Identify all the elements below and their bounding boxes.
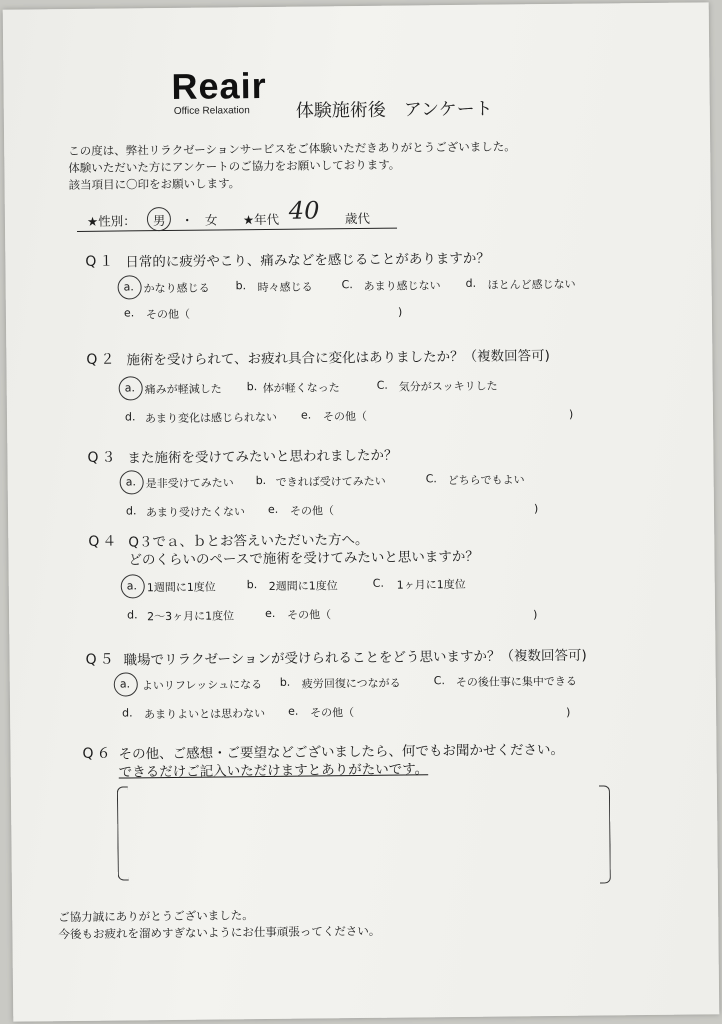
q2-number: Q２: [86, 351, 118, 368]
q3-option-b[interactable]: できれば受けてみたい: [275, 474, 386, 489]
male-circle-mark: [147, 207, 171, 231]
q4-option-a-letter: a.: [126, 579, 138, 593]
q3-option-e-letter: e.: [267, 502, 279, 516]
gender-female[interactable]: 女: [204, 212, 218, 228]
q4-option-d[interactable]: 2〜3ヶ月に1度位: [147, 609, 235, 624]
q6-comment-bracket-left: [117, 786, 129, 880]
q3-option-d-letter: d.: [125, 504, 137, 518]
q3-option-a[interactable]: 是非受けてみたい: [145, 476, 234, 491]
q6-text-line-1: その他、ご感想・ご要望などございましたら、何でもお聞かせください。: [118, 741, 565, 763]
gender-label: ★性別：: [86, 213, 136, 229]
q1-option-c-letter: C.: [341, 278, 353, 292]
q4-number: Q４: [88, 533, 120, 550]
q3-option-c-letter: C.: [425, 472, 437, 486]
q5-option-e-letter: e.: [288, 704, 299, 718]
q4-option-b[interactable]: 2週間に1度位: [268, 579, 338, 593]
q5-option-d-letter: d.: [122, 706, 133, 720]
gender-male[interactable]: 男: [152, 213, 166, 229]
q1-option-d[interactable]: ほとんど感じない: [487, 277, 576, 292]
q4-option-c[interactable]: 1ヶ月に1度位: [396, 577, 466, 592]
q5-option-b[interactable]: 疲労回復につながる: [301, 676, 401, 691]
footer-thanks: ご協力誠にありがとうございました。: [58, 908, 254, 925]
q2-option-a[interactable]: 痛みが軽減した: [144, 382, 222, 397]
age-label: ★年代: [242, 211, 280, 228]
survey-sheet: [3, 2, 720, 1021]
q1-option-b[interactable]: 時々感じる: [257, 280, 313, 295]
q2-option-b[interactable]: 体が軽くなった: [262, 381, 340, 396]
q5-option-c[interactable]: その後仕事に集中できる: [455, 674, 577, 690]
q4-option-e-letter: e.: [264, 606, 276, 621]
profile-row: [77, 196, 397, 232]
q4-option-c-letter: C.: [372, 576, 385, 590]
q6-text-line-2: できるだけご記入いただけますとありがたいです。: [118, 761, 429, 781]
q5-number: Q５: [85, 651, 117, 668]
q4-text-line-2: どのくらいのペースで施術を受けてみたいと思いますか？: [128, 548, 479, 569]
document-title: 体験施術後 アンケート: [295, 98, 493, 122]
q5-option-e[interactable]: その他（: [310, 706, 355, 720]
q4-option-e[interactable]: その他（: [287, 608, 332, 622]
q4-text-line-1: Q３でａ、ｂとお答えいただいた方へ。: [128, 531, 369, 551]
q2-option-d-letter: d.: [124, 410, 136, 424]
q2-option-c-letter: C.: [376, 378, 388, 392]
q4-option-d-letter: d.: [126, 608, 138, 622]
q3-other-close: ): [533, 502, 539, 516]
q1-text: 日常的に疲労やこり、痛みなどを感じることがありますか？: [125, 250, 490, 271]
q2-option-a-letter: a.: [124, 381, 136, 395]
q3-option-a-letter: a.: [125, 475, 136, 489]
q1-option-a-letter: a.: [123, 280, 134, 294]
q3-text: また施術を受けてみたいと思われましたか？: [127, 447, 398, 467]
q2-other-close: ): [568, 407, 574, 421]
q1-option-c[interactable]: あまり感じない: [363, 279, 441, 293]
q2-option-e-letter: e.: [300, 408, 312, 422]
logo-wordmark: Reair: [171, 64, 267, 107]
logo-subtitle: Office Relaxation: [173, 105, 250, 117]
q6-comment-bracket-right: [599, 785, 611, 883]
q1-option-d-letter: d.: [465, 276, 477, 290]
q2-text: 施術を受けられて、お疲れ具合に変化はありましたか？（複数回答可): [126, 348, 550, 369]
q5-option-a-letter: a.: [119, 677, 131, 691]
footer-message: 今後もお疲れを溜めすぎないようにお仕事頑張ってください。: [58, 923, 381, 942]
q1-number: Q１: [85, 253, 117, 270]
q4-option-b-letter: b.: [246, 578, 258, 592]
q6-comment-area[interactable]: [129, 784, 598, 881]
q6-number: Q６: [82, 745, 114, 762]
intro-line-3: 該当項目に〇印をお願いします。: [68, 176, 241, 193]
q5-option-d[interactable]: あまりよいとは思わない: [144, 707, 266, 722]
q2-option-d[interactable]: あまり変化は感じられない: [144, 410, 278, 426]
age-handwritten-value[interactable]: 40: [288, 196, 320, 225]
intro-line-2: 体験いただいた方にアンケートのご協力をお願いしております。: [68, 157, 401, 176]
q2-option-c[interactable]: 気分がスッキリした: [398, 379, 498, 394]
gender-separator: ・: [180, 212, 194, 228]
q4-other-close: ): [533, 608, 538, 622]
q3-option-b-letter: b.: [255, 473, 267, 488]
q5-other-close: ): [566, 705, 571, 719]
q5-option-b-letter: b.: [279, 675, 291, 689]
q1-option-a[interactable]: かなり感じる: [143, 281, 210, 296]
q2-option-b-letter: b.: [246, 380, 258, 394]
intro-line-1: この度は、弊社リラクゼーションサービスをご体験いただきありがとうございました。: [68, 139, 516, 159]
q3-option-c[interactable]: どちらでもよい: [447, 473, 525, 488]
q1-option-e[interactable]: その他（: [145, 307, 190, 322]
q4-option-a[interactable]: 1週間に1度位: [146, 580, 216, 595]
q5-option-c-letter: C.: [433, 674, 446, 688]
q3-option-d[interactable]: あまり受けたくない: [145, 505, 246, 520]
q5-option-a[interactable]: よいリフレッシュになる: [141, 678, 263, 693]
q1-option-e-letter: e.: [123, 306, 135, 320]
q5-text: 職場でリラクゼーションが受けられることをどう思いますか？（複数回答可): [123, 647, 587, 669]
q1-option-b-letter: b.: [235, 279, 247, 293]
q2-option-e[interactable]: その他（: [322, 409, 368, 424]
q1-other-close: ): [397, 305, 403, 319]
q3-number: Q３: [87, 449, 119, 466]
age-suffix: 歳代: [344, 210, 371, 227]
q3-option-e[interactable]: その他（: [289, 504, 335, 518]
